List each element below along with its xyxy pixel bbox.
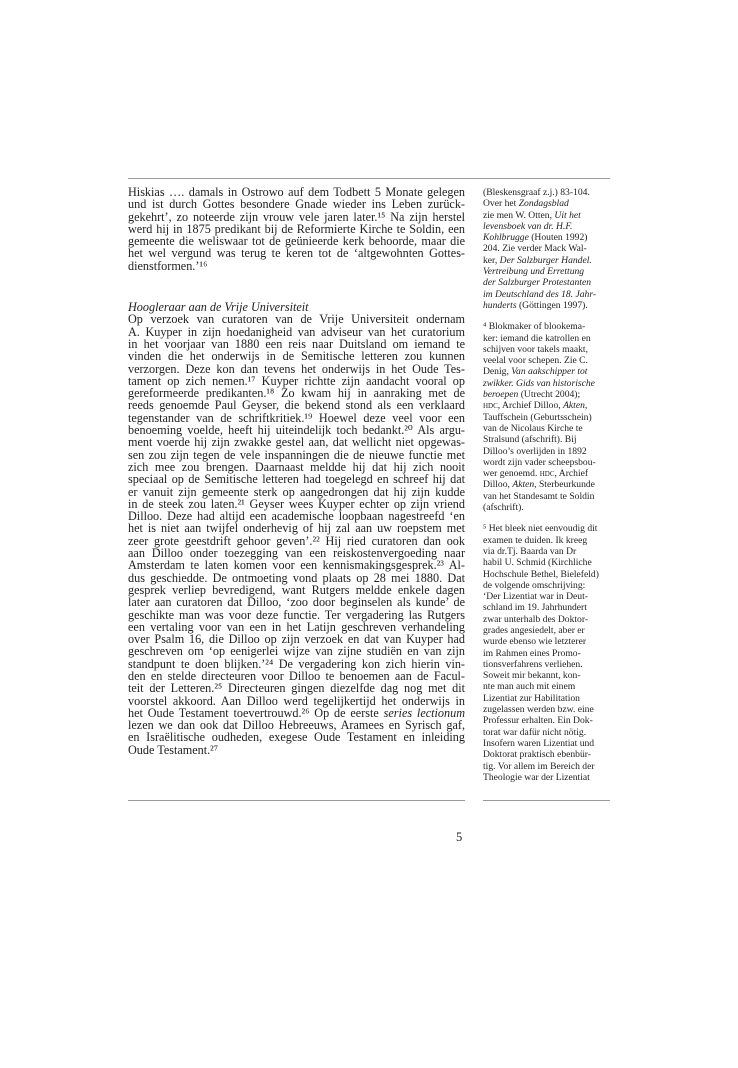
- italic-text: im Deutschland des 18. Jahr-: [483, 288, 597, 300]
- small-caps-text: hdc: [539, 468, 555, 480]
- text-line: [483, 198, 613, 209]
- text-line: [483, 266, 613, 277]
- text-line: dus geschiedde. De ontmoeting vond plaats op 28 mei 1880. Dat: [128, 570, 465, 585]
- text-line: zwar unterhalb des Doktor-: [483, 613, 589, 625]
- text-line: [483, 277, 613, 288]
- text-line: (Bleskensgraaf z.j.) 83-104.: [483, 187, 590, 198]
- text-line: tionsverfahrens verliehen.: [483, 658, 583, 670]
- text-line: [483, 210, 613, 221]
- text-line: verzorgen. Deze kon dan tevens het onderwijs in het Oude Tes-: [128, 361, 465, 376]
- text-line: gekehrt’, zo noteerde zijn vrouw vele jaren later.¹⁵ Na zijn herstel: [128, 209, 465, 224]
- text-span: het Oude Testament toevertrouwd.²⁶ Op de eerste: [128, 705, 384, 720]
- text-line: geschreven om ‘op eenigerlei wijze van zijne studiën en van zijn: [128, 644, 465, 659]
- italic-text: hunderts: [483, 299, 517, 311]
- footnotes-column: [483, 187, 613, 783]
- page-number: 5: [456, 830, 463, 844]
- italic-text: beroepen: [483, 389, 519, 401]
- text-line: sen zou zijn tegen de vele inspanningen die de nieuwe functie met: [128, 447, 465, 462]
- text-line: in het voorjaar van 1880 een reis naar Duitsland om iemand te: [128, 336, 465, 351]
- text-line: [483, 300, 613, 311]
- text-line: [483, 255, 613, 266]
- text-span: , Sterbeurkunde: [534, 479, 595, 491]
- text-line: werd hij in 1875 predikant bij de Reformierte Kirche te Soldin, een: [128, 221, 465, 236]
- text-line: van het Standesamt te Soldin: [483, 490, 595, 502]
- text-line: in de steek zou laten.²¹ Geyser wees Kuyper echter op zijn vriend: [128, 496, 465, 511]
- text-line: de volgende omschrijving:: [483, 579, 586, 591]
- text-line: reeds genoemde Paul Geyser, die bekend stond als een verklaard: [128, 398, 465, 413]
- text-line: [483, 479, 613, 490]
- text-line: benoeming voelde, heeft hij uiteindelijk toch bedankt.²⁰ Als argu-: [128, 423, 465, 438]
- text-span: (Göttingen 1997).: [516, 299, 588, 311]
- text-line: habil U. Schmid (Kirchliche: [483, 557, 592, 569]
- text-line: Theologie war der Lizentiat: [483, 771, 590, 783]
- text-line: [483, 378, 613, 389]
- text-line: [483, 232, 613, 243]
- text-line: Professur erhalten. Ein Dok-: [483, 715, 593, 727]
- text-line: torat war dafür nicht nötig.: [483, 726, 587, 738]
- text-span: , Archief: [554, 468, 589, 480]
- text-line: zugelassen werden bzw. eine: [483, 704, 594, 716]
- text-line: Doktorat praktisch ebenbür-: [483, 749, 591, 761]
- text-line: vinden die het onderwijs in de Semitische letteren zou kunnen: [128, 349, 465, 364]
- text-line: zich mee zou brengen. Daarnaast meldde hij dat hij zich nooit: [128, 459, 465, 474]
- text-line: tament op zich nemen.¹⁷ Kuyper richtte zijn aandacht vooral op: [128, 373, 465, 388]
- text-line: Oude Testament.²⁷: [128, 742, 219, 757]
- italic-text: Van aakschipper tot: [511, 366, 588, 378]
- text-span: wer genoemd.: [483, 468, 540, 480]
- text-line: ment voerde hij zijn zwakke gestel aan, dat wellicht niet opgewas-: [128, 435, 465, 450]
- text-line: [483, 366, 613, 377]
- text-line: und ist durch Gottes besondere Gnade wieder ins Leben zurück-: [128, 197, 465, 212]
- footnote: [483, 187, 613, 311]
- text-line: gemeente die weliswaar tot de geünieerde kerk behoorde, maar die: [128, 234, 465, 249]
- paragraph-1: [128, 186, 465, 272]
- text-line: teit der Letteren.²⁵ Directeuren gingen diezelfde dag nog met dit: [128, 681, 465, 696]
- text-line: grades angesiedelt, aber er: [483, 624, 585, 636]
- text-line: dienstformen.’¹⁶: [128, 258, 208, 273]
- text-line: wordt zijn vader scheepsbou-: [483, 456, 596, 468]
- text-line: standpunt te doen blijken.’²⁴ De vergadering kon zich hierin vin-: [128, 656, 465, 671]
- text-line: Hiskias …. damals in Ostrowo auf dem Todbett 5 Monate gelegen: [128, 185, 465, 199]
- text-line: examen te duiden. Ik kreeg: [483, 534, 588, 546]
- text-line: ⁴ Blokmaker of blookema-: [483, 321, 586, 333]
- italic-text: Akten: [512, 479, 535, 491]
- italic-text: Der Salzburger Handel.: [499, 254, 592, 266]
- text-line: ⁵ Het bleek niet eenvoudig dit: [483, 523, 598, 535]
- text-span: ker,: [483, 254, 500, 266]
- italic-text: levensboek van dr. H.F.: [483, 220, 573, 232]
- text-line: speciaal op de Semitische letteren had toegelegd en schreef hij dat: [128, 472, 465, 487]
- italic-text: Akten: [563, 400, 585, 412]
- text-line: Soweit mir bekannt, kon-: [483, 670, 581, 682]
- text-line: Tauffschein (Geburtsschein): [483, 411, 592, 423]
- footnote: [483, 321, 613, 513]
- italic-text: Zondagsblad: [518, 198, 569, 210]
- text-line: A. Kuyper in zijn hoedanigheid van adviseur van het curatorium: [128, 324, 465, 339]
- text-line: wurde ebenso wie letzterer: [483, 636, 587, 648]
- text-line: im Rahmen eines Promo-: [483, 647, 581, 659]
- text-line: Dilloo. Deze had altijd een academische loopbaan nagestreefd ‘en: [128, 509, 465, 524]
- text-line: ker: iemand die katrollen en: [483, 332, 591, 344]
- footnote: [483, 523, 613, 783]
- text-line: schijven voor takels maakt,: [483, 343, 588, 355]
- text-line: ‘Der Lizentiat war in Deut-: [483, 591, 588, 603]
- text-span: , Archief Dilloo,: [497, 400, 564, 412]
- text-line: via dr.Tj. Baarda van Dr: [483, 545, 577, 557]
- paragraph-2: [128, 313, 465, 756]
- text-span: zie men W. Otten,: [483, 209, 555, 221]
- text-line: van de Nicolaus Kirche te: [483, 422, 583, 434]
- text-line: geschikte man was voor deze functie. Ter vergadering las Rutgers: [128, 607, 465, 622]
- text-span: Over het: [483, 198, 519, 210]
- text-line: Lizentiat zur Habilitation: [483, 692, 580, 704]
- text-span: Denig,: [483, 366, 512, 378]
- text-line: Hochschule Bethel, Bielefeld): [483, 568, 599, 580]
- text-line: gesprek verliep bevredigend, want Rutgers meldde enkele dagen: [128, 582, 465, 597]
- text-line: (afschrift).: [483, 502, 524, 514]
- text-line: aan Dilloo onder toezegging van een reiskostenvergoeding naar: [128, 546, 465, 561]
- main-bottom-rule: [128, 800, 465, 801]
- text-line: [483, 389, 613, 400]
- side-bottom-rule: [483, 800, 610, 801]
- text-line: tegenstander van de schriftkritiek.¹⁹ Hoewel deze veel voor een: [128, 410, 465, 425]
- small-caps-text: hdc: [483, 400, 498, 412]
- italic-text: Uit het: [554, 209, 581, 221]
- italic-text: zwikker. Gids van historische: [483, 377, 595, 389]
- text-line: het wel vergund was terug te keren tot de ‘altgewohnten Gottes-: [128, 246, 465, 261]
- text-line: zeer grote geestdrift gehoor geven’.²² Hij ried curatoren dan ook: [128, 533, 465, 548]
- italic-text: Vertreibung und Errettung: [483, 266, 585, 278]
- text-span: ,: [584, 400, 588, 412]
- text-line: nte man auch mit einem: [483, 681, 576, 693]
- text-line: [483, 468, 613, 479]
- text-line: het is niet aan twijfel onderhevig of hij zal aan uw roepstem met: [128, 521, 465, 536]
- text-line: den en stelde directeuren voor Dilloo te benoemen aan de Facul-: [128, 668, 465, 683]
- main-text-column: [128, 186, 465, 756]
- top-rule: [128, 178, 610, 179]
- text-line: [483, 289, 613, 300]
- text-span: (Houten 1992): [528, 232, 588, 244]
- text-line: Amsterdam te laten komen voor een kennismakingsgesprek.²³ Al-: [128, 558, 465, 573]
- text-line: later aan curatoren dat Dilloo, ‘zoo door beginselen als kunde’ de: [128, 595, 465, 610]
- text-line: [483, 221, 613, 232]
- text-line: Dilloo’s overlijden in 1892: [483, 445, 587, 457]
- italic-text: der Salzburger Protestanten: [483, 277, 592, 289]
- text-line: gereformeerde predikanten.¹⁸ Zo kwam hij in aanraking met de: [128, 386, 465, 401]
- text-line: lezen we dan ook dat Dilloo Hebreeuws, Aramees en Syrisch gaf,: [128, 718, 465, 733]
- text-span: (Utrecht 2004);: [518, 389, 581, 401]
- section-heading: Hoogleraar aan de Vrije Universiteit: [128, 300, 309, 315]
- text-line: [483, 400, 613, 411]
- text-span: Dilloo,: [483, 479, 513, 491]
- text-line: voorstel akkoord. Aan Dilloo werd tegelijkertijd het onderwijs in: [128, 693, 465, 708]
- text-line: veelal voor schepen. Zie C.: [483, 355, 588, 367]
- text-line: over Psalm 16, die Dilloo op zijn verzoek en dat van Kuyper had: [128, 632, 465, 647]
- text-line: Stralsund (afschrift). Bij: [483, 434, 577, 446]
- text-line: er vanuit zijn gemeente sterk op aangedrongen dat hij zijn kudde: [128, 484, 465, 499]
- text-line: een vertaling voor van een in het Latijn geschreven verhandeling: [128, 619, 465, 634]
- text-line: schland im 19. Jahrhundert: [483, 602, 587, 614]
- text-line: Insofern waren Lizentiat und: [483, 737, 595, 749]
- italic-text: Kohlbrugge: [483, 232, 529, 244]
- text-line: Op verzoek van curatoren van de Vrije Universiteit ondernam: [128, 312, 465, 327]
- text-line: en Israëlitische oudheden, exegese Oude Testament en inleiding: [128, 730, 465, 745]
- text-line: tig. Vor allem im Bereich der: [483, 760, 595, 772]
- text-line: 204. Zie verder Mack Wal-: [483, 243, 587, 255]
- italic-text: series lectionum: [383, 705, 465, 720]
